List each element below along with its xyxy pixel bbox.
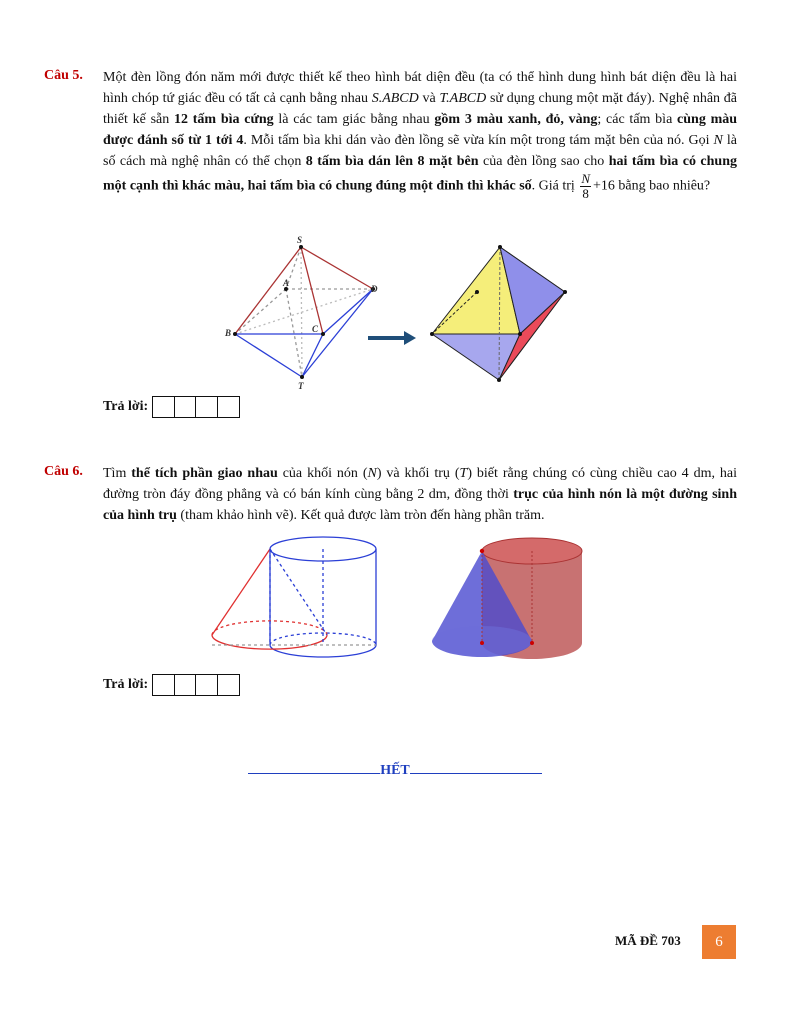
end-text: HẾT: [380, 763, 410, 778]
q5-bold-cards: 12 tấm bìa cứng: [174, 112, 274, 127]
q5-bold-eight-cards: 8 tấm bìa dán lên 8 mặt bên: [305, 154, 479, 169]
fraction-denominator: 8: [582, 186, 589, 201]
q5-text-11: . Mỗi tấm bìa khi dán vào đèn lồng sẽ vừa kín một trong tám mặt bên của nó. Gọi: [243, 133, 714, 148]
answer-box-4[interactable]: [217, 674, 240, 696]
q5-text-5: sử dụng chung một mặt đáy). Nghệ nhân đã thiết kế sẵn: [103, 91, 738, 127]
q5-text-13: là số cách mà nghệ nhân có thể chọn: [103, 133, 737, 169]
q6-var-n: N: [367, 466, 377, 481]
octahedron-colored: [432, 247, 565, 380]
q6-text-7: ) biết rằng chúng có cùng chiều cao 4 dm, hai đường tròn đáy đồng phẳng và có bán kính cùng bằng 2 dm, đồng thời: [103, 466, 737, 502]
answer-boxes[interactable]: [152, 396, 238, 418]
q5-text-15: của đèn lồng sao cho: [478, 154, 609, 169]
vertex-label-a: A: [283, 278, 290, 288]
question-6-text: [103, 463, 737, 526]
q6-text-1: Tìm: [103, 466, 132, 481]
q6-text-5: ) và khối trụ (: [376, 466, 460, 481]
fraction-numerator: N: [581, 171, 590, 186]
arrow-icon: [368, 331, 416, 345]
cone-cylinder-shaded: [432, 538, 582, 659]
question-6-label: Câu 6.: [44, 464, 83, 479]
vertex-label-t: T: [298, 381, 304, 391]
cone-cylinder-wireframe: [212, 537, 376, 657]
end-marker: [245, 763, 545, 779]
q6-bold-volume: thể tích phần giao nhau: [131, 466, 278, 481]
q5-fraction: [580, 172, 591, 201]
q5-text-7: là các tam giác bằng nhau: [273, 112, 435, 127]
q5-var-n: N: [713, 133, 723, 148]
octahedron-wireframe: [235, 247, 373, 377]
end-rule-right: [410, 773, 542, 774]
answer-box-2[interactable]: [174, 674, 197, 696]
q5-plus-16: +16: [592, 178, 615, 194]
answer-box-3[interactable]: [195, 396, 218, 418]
vertex-label-s: S: [297, 235, 303, 245]
q5-text-1: Một đèn lồng đón năm mới được thiết kế theo hình bát diện đều (ta có thể hình dung hình bát diện đều là hai hình chóp tứ giác đều có tất cả cạnh bằng nhau: [103, 70, 737, 106]
answer-box-3[interactable]: [195, 674, 218, 696]
q5-text-9: ; các tấm bìa: [597, 112, 678, 127]
exam-code: MÃ ĐỀ 703: [615, 933, 681, 948]
question-5-text: [103, 67, 737, 201]
answer-row-q6: [103, 674, 238, 696]
q5-pyramid-s: S.ABCD: [371, 91, 419, 106]
q6-figure: [205, 533, 595, 668]
vertex-label-b: B: [225, 328, 232, 338]
q5-pyramid-t: T.ABCD: [439, 91, 487, 106]
answer-box-1[interactable]: [152, 396, 175, 418]
q5-figure: [220, 233, 580, 393]
q6-text-3: của khối nón (: [277, 466, 368, 481]
q5-text-3: và: [418, 91, 440, 106]
answer-box-1[interactable]: [152, 674, 175, 696]
q5-bold-condition: hai tấm bìa có chung một cạnh thì khác màu, hai tấm bìa có chung đúng một đỉnh thì khác số: [103, 154, 737, 194]
q5-text-17: . Giá trị: [531, 178, 579, 194]
q6-var-t: T: [459, 466, 468, 481]
vertex-label-c: C: [312, 324, 319, 334]
q6-bold-axis: trục của hình nón là một đường sinh của hình trụ: [103, 487, 737, 523]
answer-box-2[interactable]: [174, 396, 197, 418]
vertex-label-d: D: [371, 284, 378, 294]
q5-bold-numbers: cùng màu được đánh số từ 1 tới 4: [103, 112, 738, 148]
answer-row-q5: [103, 396, 238, 418]
answer-label: Trả lời:: [103, 677, 149, 692]
answer-label: Trả lời:: [103, 399, 149, 414]
q6-text-9: (tham khảo hình vẽ). Kết quả được làm tròn đến hàng phần trăm.: [176, 508, 545, 523]
question-5-label: Câu 5.: [44, 68, 83, 83]
answer-box-4[interactable]: [217, 396, 240, 418]
end-rule-left: [248, 773, 380, 774]
answer-boxes[interactable]: [152, 674, 238, 696]
q5-text-19: bằng bao nhiêu?: [614, 178, 711, 194]
page-number: 6: [702, 925, 736, 959]
q5-bold-colors: gồm 3 màu xanh, đỏ, vàng: [434, 112, 598, 127]
